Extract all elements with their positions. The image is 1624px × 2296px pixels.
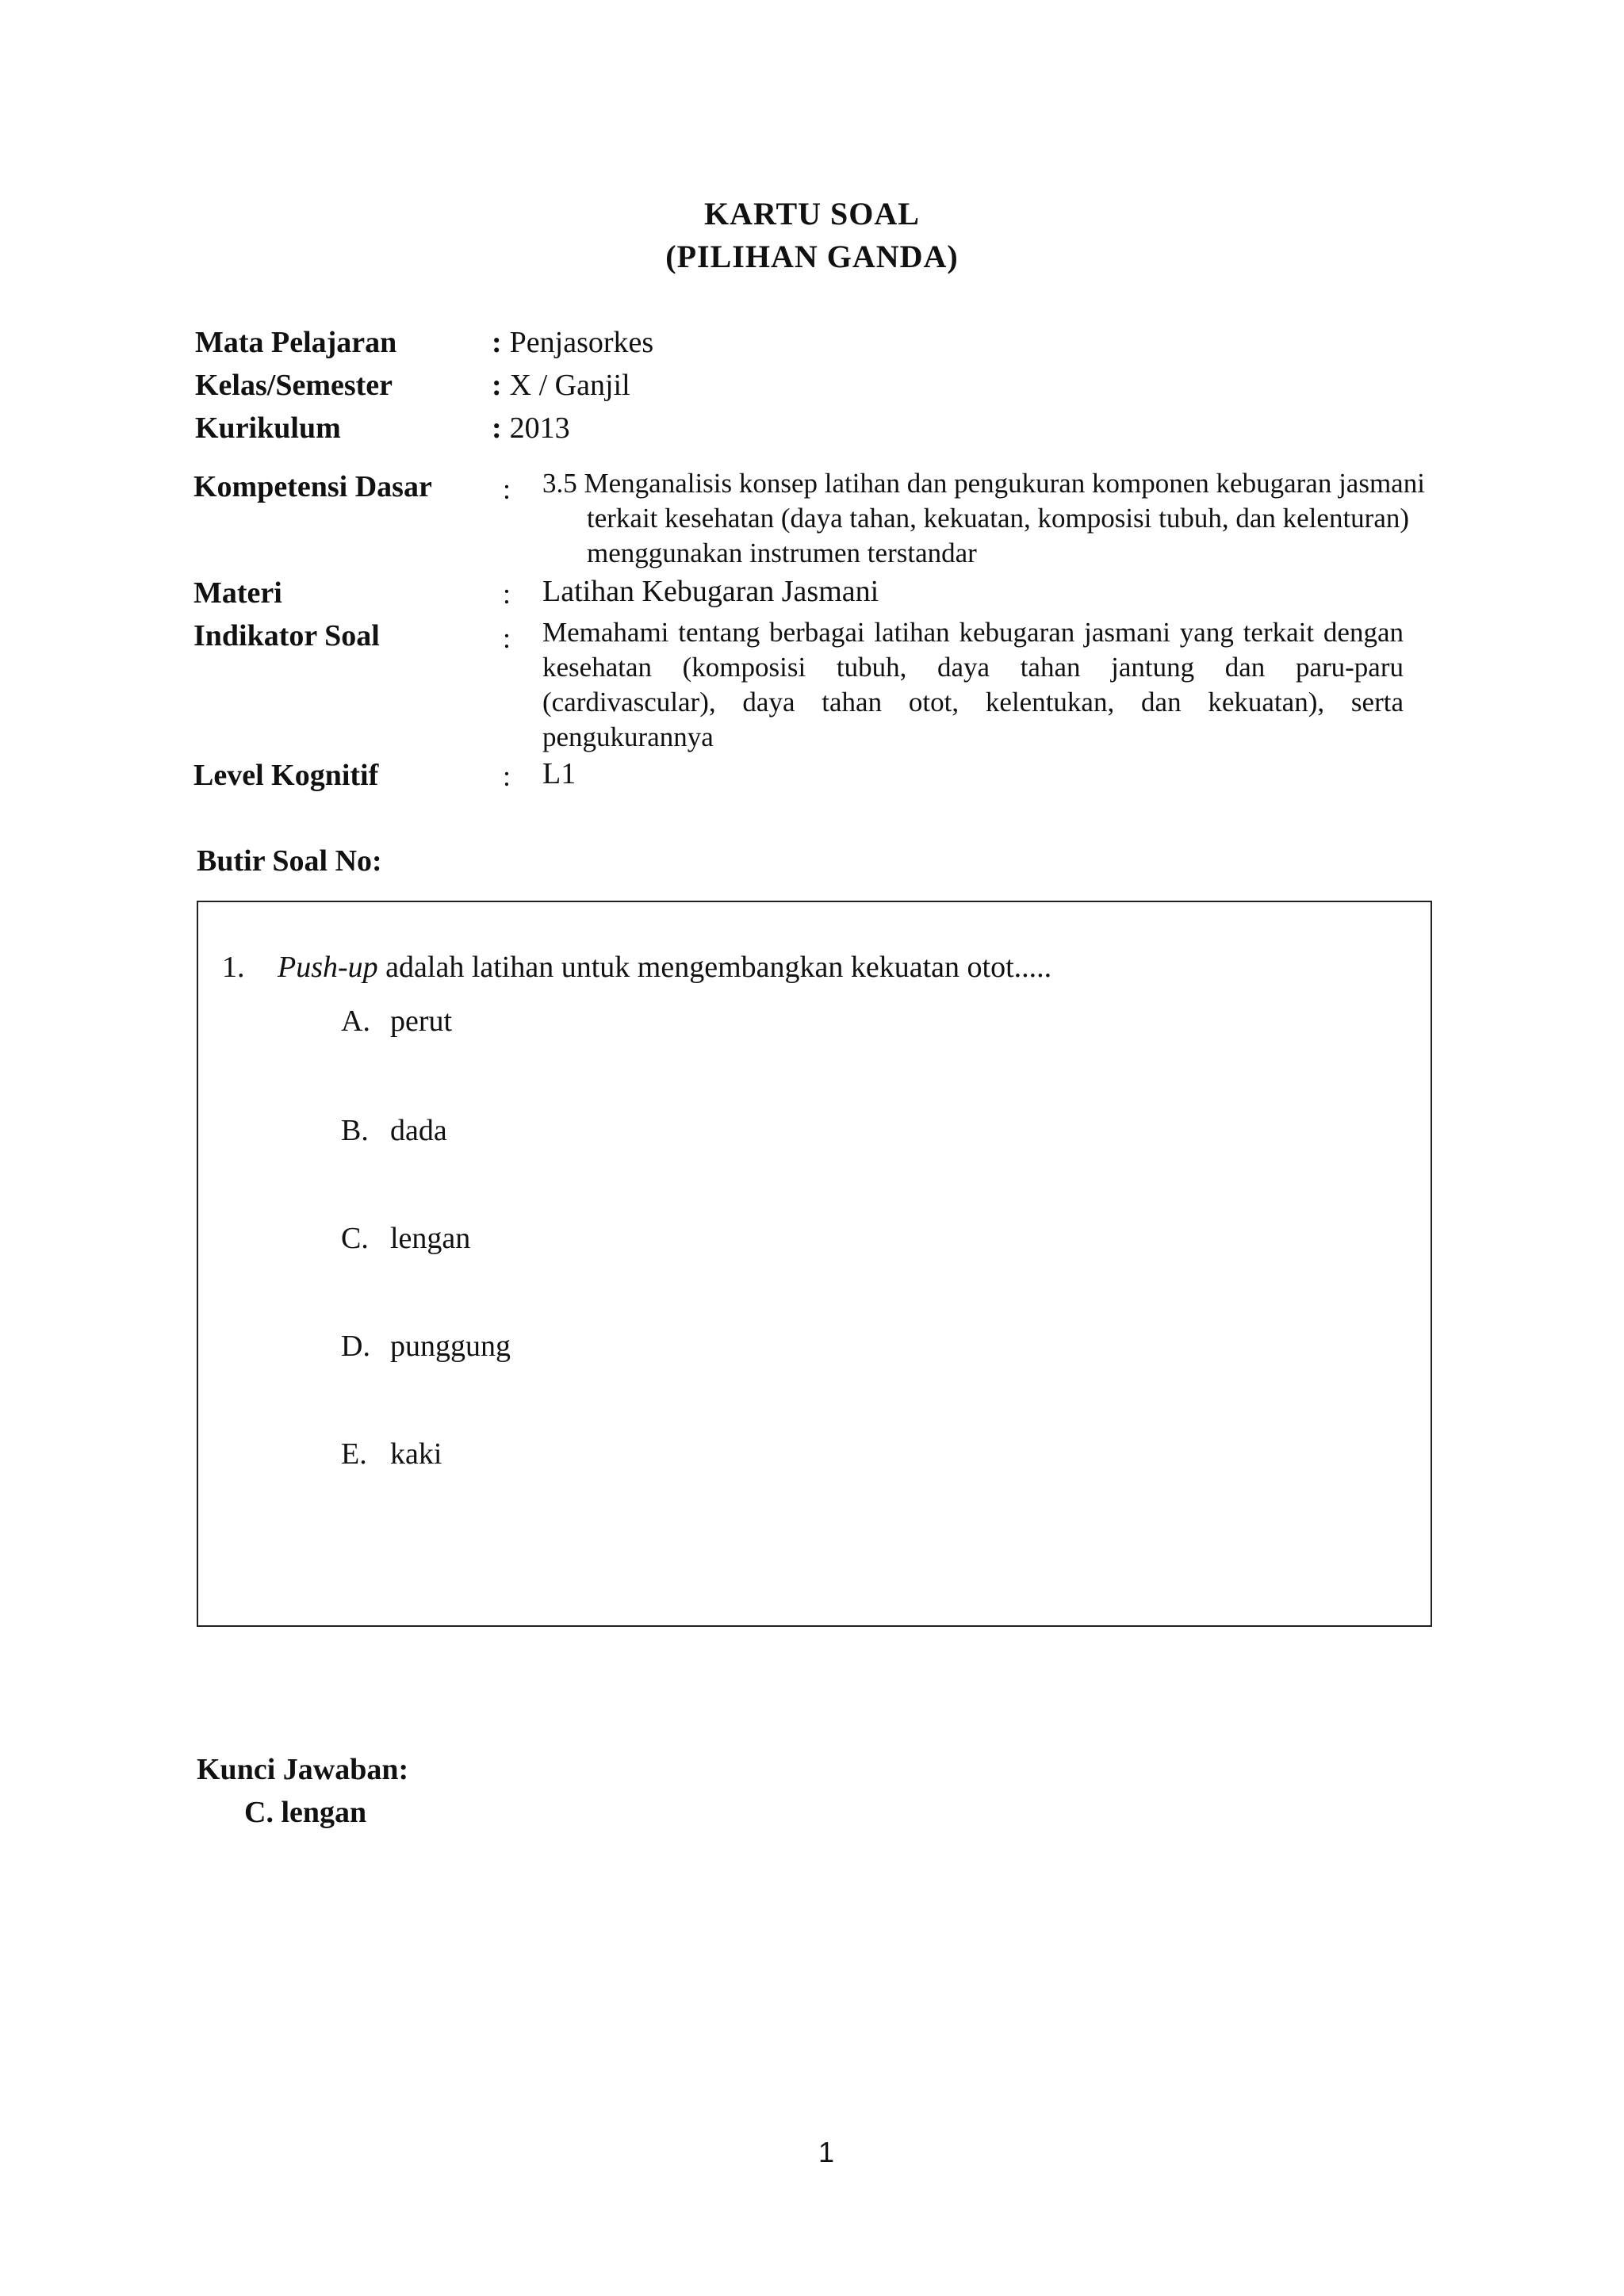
materi-colon: : [503, 578, 511, 610]
option-text: kaki [390, 1437, 442, 1471]
question-stem-text: adalah latihan untuk mengembangkan kekuatan otot..... [377, 951, 1052, 984]
option-text: lengan [390, 1222, 471, 1255]
option-letter: B. [341, 1114, 369, 1147]
level-colon: : [503, 760, 511, 792]
option-text: perut [390, 1004, 453, 1038]
question-number: 1. [222, 951, 245, 984]
meta-value-class-semester-text: X / Ganjil [509, 369, 630, 402]
meta-value-class-semester: : X / Ganjil [492, 369, 630, 402]
page-number: 1 [818, 2136, 835, 2168]
meta-label-class-semester: Kelas/Semester [195, 369, 393, 402]
materi-text: Latihan Kebugaran Jasmani [542, 575, 879, 608]
meta-value-subject-text: Penjasorkes [509, 326, 654, 359]
option-letter: A. [341, 1004, 370, 1038]
materi-label: Materi [193, 576, 282, 610]
indikator-colon: : [503, 622, 511, 654]
option-d [341, 1329, 511, 1364]
option-letter: C. [341, 1222, 369, 1255]
option-c [341, 1221, 470, 1256]
butir-soal-label: Butir Soal No: [197, 844, 382, 878]
meta-value-curriculum-text: 2013 [509, 411, 570, 445]
option-letter: D. [341, 1330, 370, 1363]
kompetensi-colon: : [503, 473, 511, 505]
meta-label-subject: Mata Pelajaran [195, 326, 397, 359]
option-b [341, 1113, 447, 1148]
option-text: punggung [390, 1330, 511, 1363]
meta-value-curriculum: : 2013 [492, 411, 570, 445]
answer-key-value: C. lengan [244, 1796, 367, 1829]
meta-label-curriculum: Kurikulum [195, 411, 341, 445]
indikator-text: Memahami tentang berbagai latihan kebugaran jasmani yang terkait dengan kesehatan (komposisi tubuh, daya tahan jantung dan paru-paru (cardivascular), daya tahan otot, kelentukan, dan kekuatan), serta pengukurannya [542, 617, 1404, 752]
option-text: dada [390, 1114, 447, 1147]
question-box [197, 901, 1432, 1627]
indikator-label: Indikator Soal [193, 619, 380, 652]
option-a [341, 1004, 452, 1039]
question-stem-italic: Push-up [278, 951, 378, 984]
kompetensi-label: Kompetensi Dasar [193, 470, 432, 503]
question-stem [278, 950, 1051, 985]
level-text: L1 [542, 757, 576, 790]
card-subtitle: (PILIHAN GANDA) [665, 239, 959, 274]
card-title: KARTU SOAL [704, 196, 920, 232]
meta-value-subject: : Penjasorkes [492, 326, 654, 359]
option-e [341, 1437, 442, 1471]
kompetensi-text: 3.5 Menganalisis konsep latihan dan pengukuran komponen kebugaran jasmani terkait kesehatan (daya tahan, kekuatan, komposisi tubuh, dan kelenturan) menggunakan instrumen terstandar [542, 468, 1425, 568]
level-label: Level Kognitif [193, 759, 379, 792]
answer-key-label: Kunci Jawaban: [197, 1753, 409, 1786]
option-letter: E. [341, 1437, 367, 1471]
